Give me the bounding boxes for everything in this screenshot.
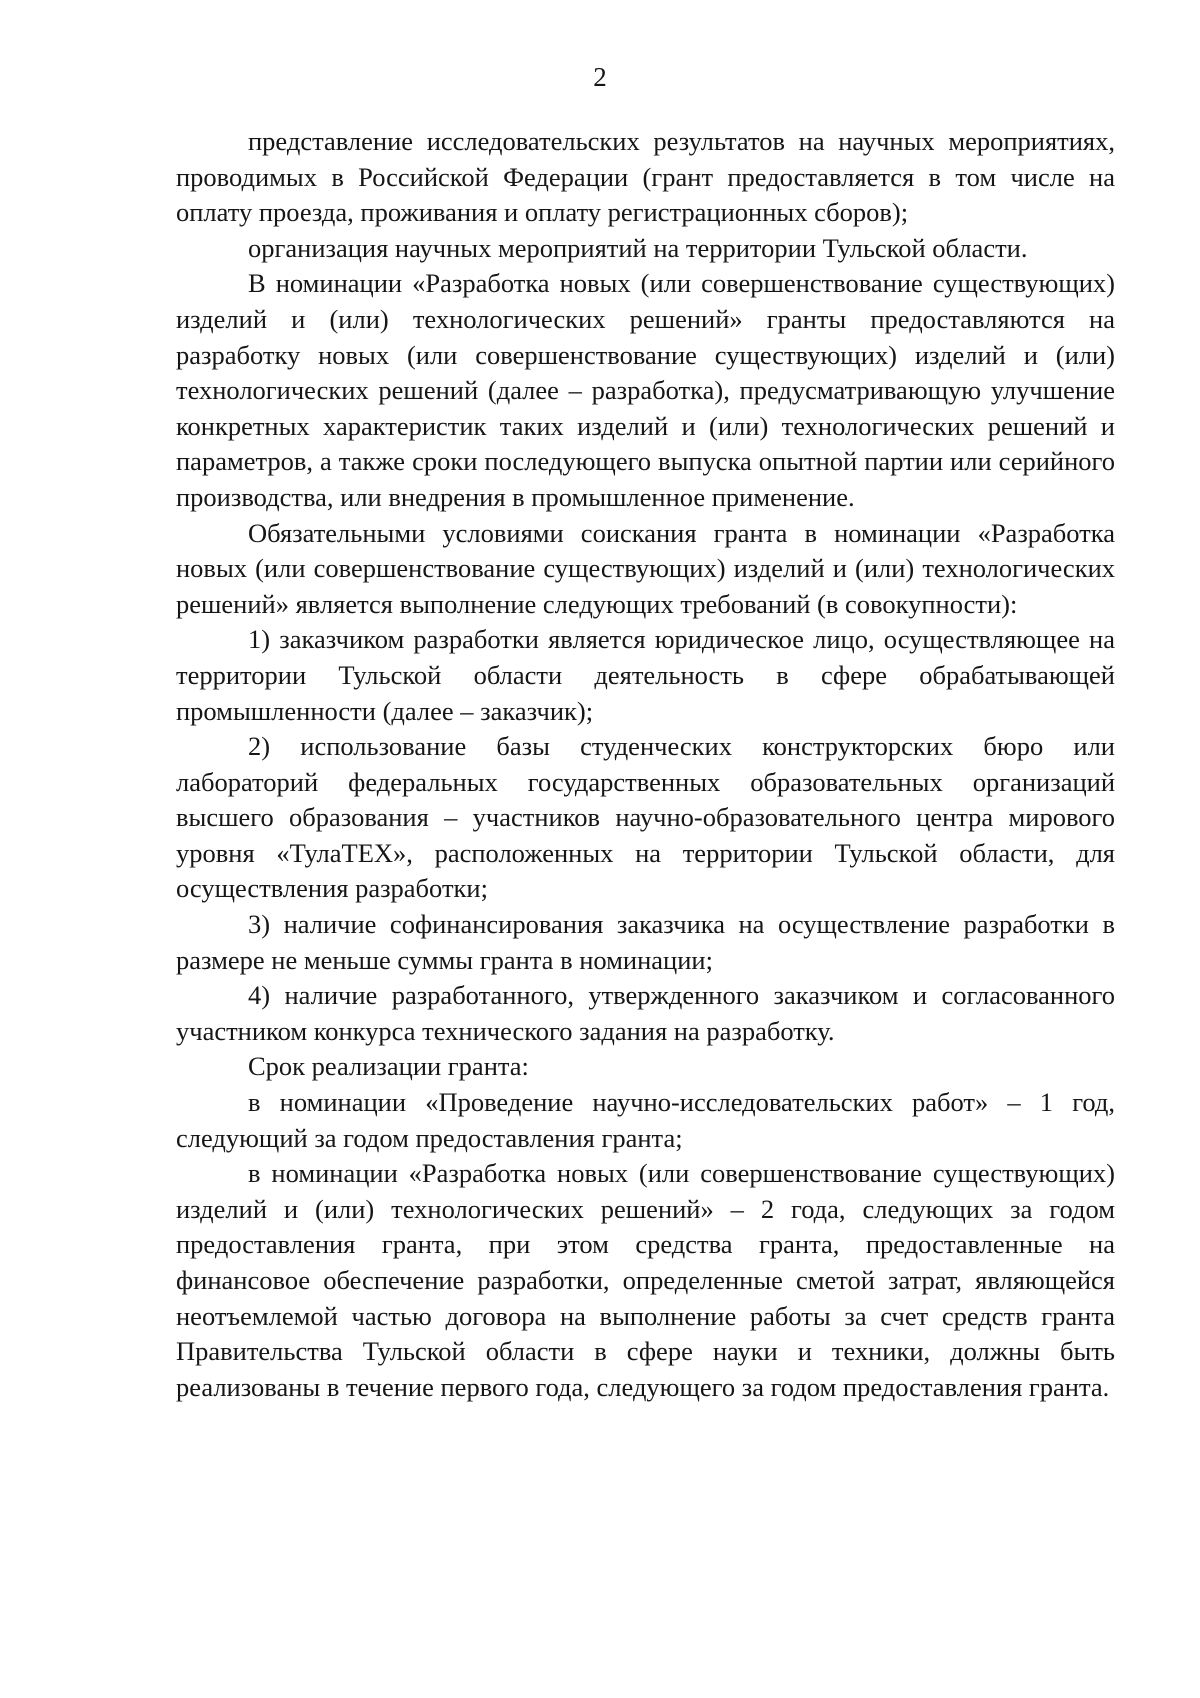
paragraph-grant-term-development: в номинации «Разработка новых (или совершенствование существующих) изделий и (или) технологических решений» – 2 года, следующих за годом предоставления гранта, при этом средства гранта, предоставленные на финансовое обеспечение разработки, определенные сметой затрат, являющейся неотъемлемой частью договора на выполнение работы за счет средств гранта Правительства Тульской области в сфере науки и техники, должны быть реализованы в течение первого года, следующего за годом предоставления гранта. <box>176 1158 1115 1402</box>
paragraph-grant-term-research: в номинации «Проведение научно-исследовательских работ» – 1 год, следующий за годом предоставления гранта; <box>176 1087 1115 1153</box>
document-body <box>176 124 1115 1405</box>
list-item-condition-2: 2) использование базы студенческих конструкторских бюро или лабораторий федеральных государственных образовательных организаций высшего образования – участников научно-образовательного центра мирового уровня «ТулаТЕХ», расположенных на территории Тульской области, для осуществления разработки; <box>176 731 1115 904</box>
page-number: 2 <box>593 62 607 92</box>
list-item-condition-3: 3) наличие софинансирования заказчика на осуществление разработки в размере не меньше суммы гранта в номинации; <box>176 909 1115 975</box>
paragraph-research-presentation: представление исследовательских результатов на научных мероприятиях, проводимых в Российской Федерации (грант предоставляется в том числе на оплату проезда, проживания и оплату регистрационных сборов); <box>176 126 1115 228</box>
paragraph-mandatory-conditions: Обязательными условиями соискания гранта в номинации «Разработка новых (или совершенствование существующих) изделий и (или) технологических решений» является выполнение следующих требований (в совокупности): <box>176 517 1115 619</box>
paragraph-grant-term-heading: Срок реализации гранта: <box>248 1051 529 1082</box>
list-item-condition-4: 4) наличие разработанного, утвержденного заказчиком и согласованного участником конкурса технического задания на разработку. <box>176 980 1115 1046</box>
paragraph-development-nomination: В номинации «Разработка новых (или совершенствование существующих) изделий и (или) технологических решений» гранты предоставляются на разработку новых (или совершенствование существующих) изделий и (или) технологических решений (далее – разработка), предусматривающую улучшение конкретных характеристик таких изделий и (или) технологических решений и параметров, а также сроки последующего выпуска опытной партии или серийного производства, или внедрения в промышленное применение. <box>176 268 1115 512</box>
paragraph-scientific-events: организация научных мероприятий на территории Тульской области. <box>248 232 1028 263</box>
list-item-condition-1: 1) заказчиком разработки является юридическое лицо, осуществляющее на территории Тульской области деятельность в сфере обрабатывающей промышленности (далее – заказчик); <box>176 624 1115 726</box>
